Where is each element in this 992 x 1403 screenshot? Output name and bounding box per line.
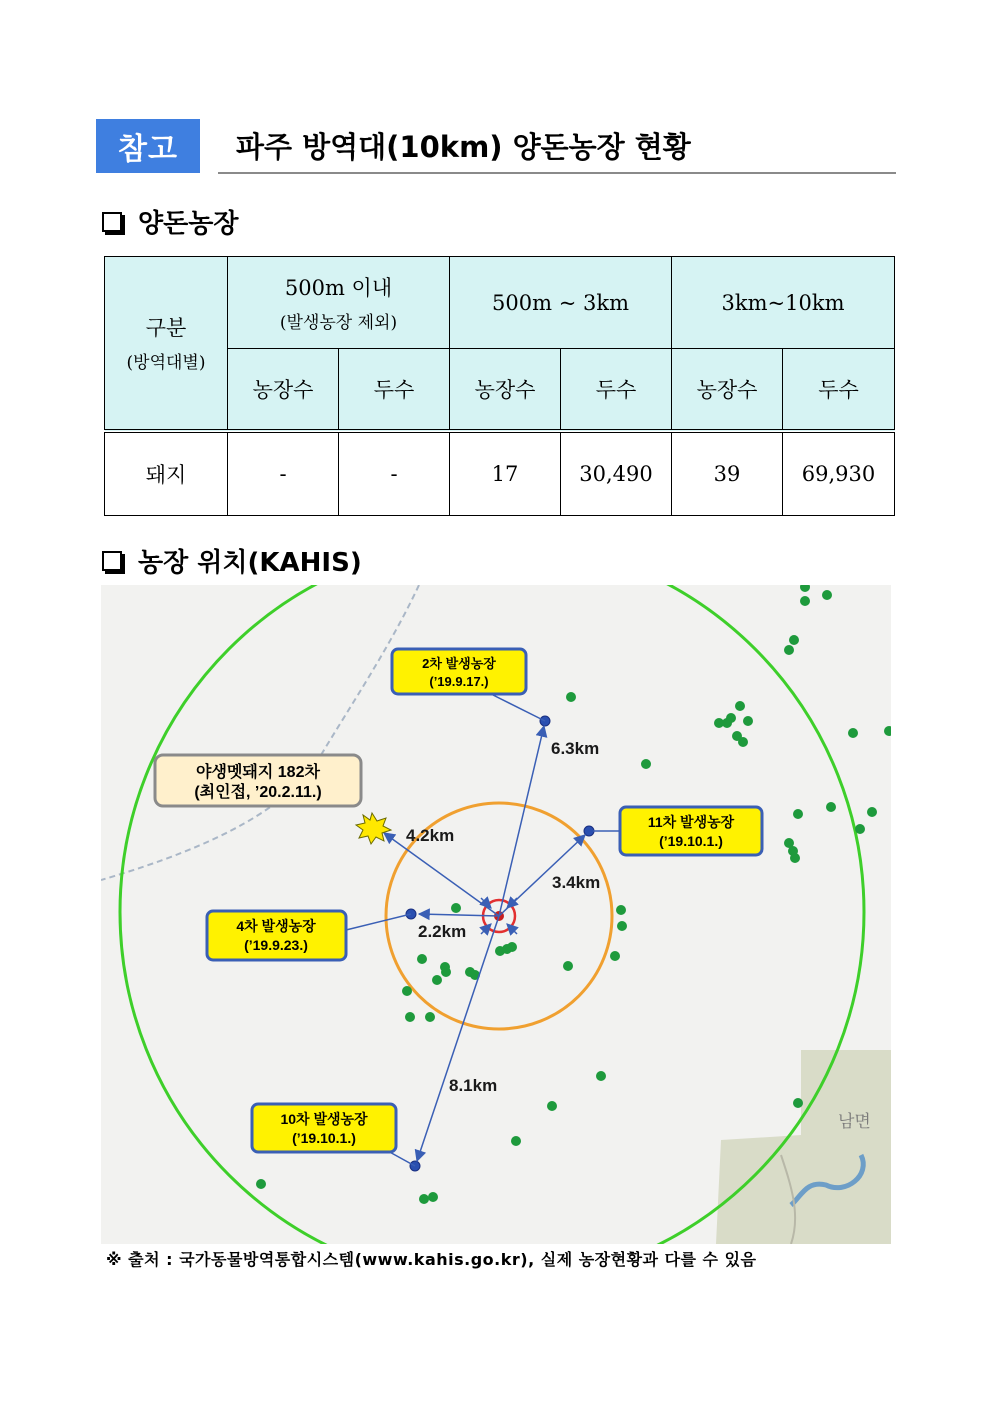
subheader-head-count: 두수 [339,349,450,431]
callout-title: 야생멧돼지 182차 [196,764,320,781]
zone-header-500m [228,257,450,349]
division-header [105,257,228,431]
table-cell: 69,930 [783,431,895,516]
farm-location-map [101,585,891,1244]
checkbox-bullet-icon [102,551,122,571]
row-label: 돼지 [105,431,228,516]
distance-label: 4.2km [406,826,455,845]
distance-label: 6.3km [551,739,600,758]
zone-label: 500m 이내 [284,276,393,300]
reference-badge: 참고 [96,119,200,173]
zone-header-3km [450,257,672,349]
zone-label: 500m ~ 3km [492,290,629,315]
callout-title: 4차 발생농장 [236,918,316,934]
distance-label: 8.1km [449,1076,498,1095]
place-label: 남면 [838,1112,871,1131]
callout-tenth [252,1104,396,1152]
callout-date: (최인접, ’20.2.11.) [194,784,322,801]
callout-date: (’19.10.1.) [292,1130,356,1146]
table-cell: - [339,431,450,516]
checkbox-bullet-icon [102,212,122,232]
section-heading-location [102,542,362,579]
zone-header-10km [672,257,895,349]
callout-title: 11차 발생농장 [647,814,735,830]
callout-date: (’19.9.17.) [429,674,489,689]
callout-date: (’19.10.1.) [659,833,723,849]
subheader-farm-count: 농장수 [450,349,561,431]
division-label: 구분 [145,316,187,341]
callout-date: (’19.9.23.) [244,937,308,953]
table-cell: 39 [672,431,783,516]
distance-label: 3.4km [552,873,601,892]
section-heading-farms [102,203,238,240]
zone-label: 3km~10km [721,290,845,315]
callout-title: 10차 발생농장 [280,1111,368,1127]
title-divider [218,172,896,174]
subheader-head-count: 두수 [783,349,895,431]
distance-label: 2.2km [418,922,467,941]
callout-title: 2차 발생농장 [422,656,496,671]
section-title: 농장 위치(KAHIS) [138,548,362,578]
callout-second [392,649,526,694]
section-title: 양돈농장 [138,209,239,239]
callout-eleventh [620,807,762,855]
page-title: 파주 방역대(10km) 양돈농장 현황 [236,130,691,164]
table-cell: 30,490 [561,431,672,516]
callout-fourth [207,911,346,960]
subheader-farm-count: 농장수 [228,349,339,431]
table-cell: 17 [450,431,561,516]
table-row [105,431,895,516]
zone-sublabel: (발생농장 제외) [279,313,398,333]
farm-status-table [104,256,895,516]
subheader-farm-count: 농장수 [672,349,783,431]
subheader-head-count: 두수 [561,349,672,431]
division-sublabel: (방역대별) [126,353,206,374]
table-cell: - [228,431,339,516]
callout-wildboar [155,755,361,806]
source-note: ※ 출처 : 국가동물방역통합시스템(www.kahis.go.kr), 실제 농장현황과 다를 수 있음 [106,1250,757,1269]
